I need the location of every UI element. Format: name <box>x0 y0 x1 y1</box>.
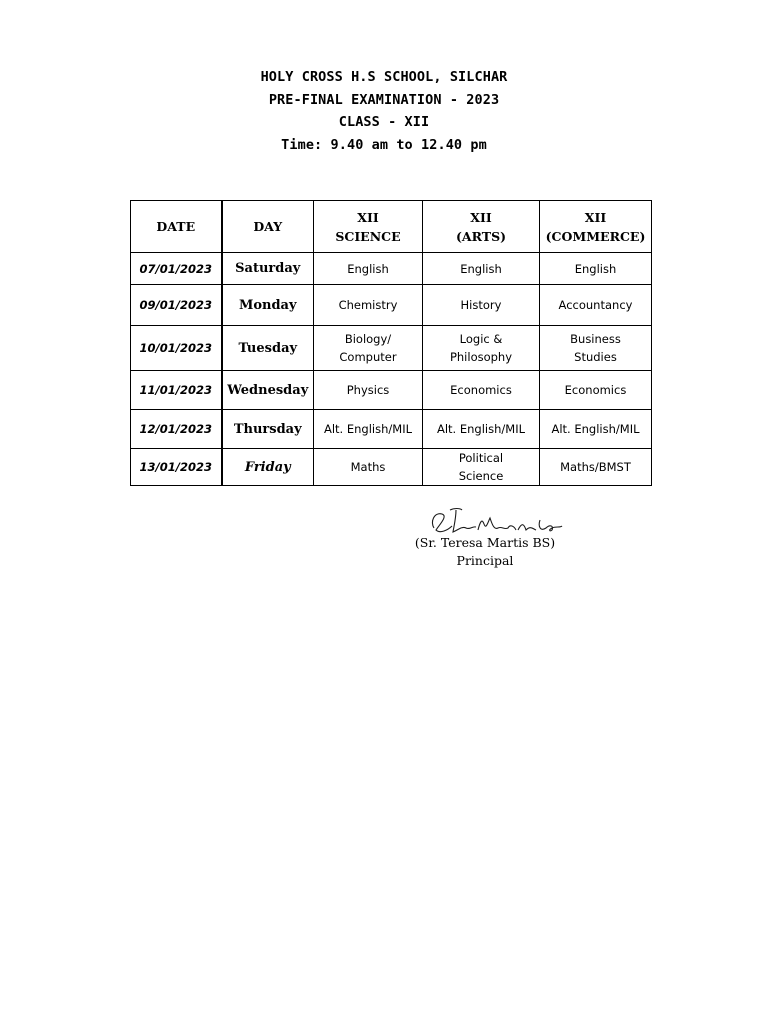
table-row <box>131 449 652 486</box>
science-subject-line1: Biology/ <box>344 332 392 346</box>
commerce-subject-text: English <box>574 261 617 276</box>
col-header-arts-line2: (ARTS) <box>455 228 507 244</box>
arts-subject-text: Economics <box>450 383 512 397</box>
arts-subject <box>423 410 540 449</box>
arts-subject <box>423 371 540 410</box>
science-subject <box>314 285 423 326</box>
commerce-subject <box>540 326 652 371</box>
signatory-role: Principal <box>456 553 514 568</box>
arts-subject-line1: Logic & <box>459 332 503 346</box>
arts-subject <box>423 285 540 326</box>
science-subject-text: Maths <box>350 460 386 474</box>
row-day: Wednesday <box>222 371 314 410</box>
table-row <box>131 371 652 410</box>
col-header-science <box>314 201 423 253</box>
row-date: 12/01/2023 <box>131 410 222 449</box>
commerce-subject <box>540 410 652 449</box>
science-subject <box>314 371 423 410</box>
row-day: Saturday <box>222 253 314 285</box>
commerce-subject-text: Economics <box>564 383 627 397</box>
col-header-arts-line1: XII <box>470 209 492 225</box>
arts-subject-text: History <box>460 298 502 312</box>
table-row <box>131 253 652 285</box>
commerce-subject-text: Alt. English/MIL <box>551 422 640 436</box>
row-date: 10/01/2023 <box>131 326 222 371</box>
commerce-subject-text: Accountancy <box>558 298 633 312</box>
table-row <box>131 410 652 449</box>
science-subject-line2: Computer <box>339 350 397 364</box>
row-date: 07/01/2023 <box>131 253 222 285</box>
col-header-science-line2: SCIENCE <box>335 228 401 244</box>
document-header <box>0 66 768 156</box>
science-subject <box>314 326 423 371</box>
commerce-subject-line1: Business <box>570 332 621 346</box>
arts-subject-line1: Political <box>458 451 504 465</box>
science-subject-text: Chemistry <box>338 298 398 312</box>
row-day: Thursday <box>222 410 314 449</box>
science-subject-text: Alt. English/MIL <box>323 422 412 436</box>
science-subject-text: English <box>347 261 389 276</box>
science-subject-text: Physics <box>346 383 390 397</box>
exam-time: Time: 9.40 am to 12.40 pm <box>281 136 487 153</box>
commerce-subject <box>540 449 652 486</box>
exam-schedule-table <box>130 200 652 486</box>
row-day: Tuesday <box>222 326 314 371</box>
col-header-arts <box>423 201 540 253</box>
arts-subject-line2: Philosophy <box>449 350 513 364</box>
table-header-row <box>131 201 652 253</box>
col-header-date: DATE <box>131 201 222 253</box>
exam-title: PRE-FINAL EXAMINATION - 2023 <box>268 91 500 108</box>
arts-subject-text: English <box>460 261 502 276</box>
science-subject <box>314 410 423 449</box>
commerce-subject <box>540 285 652 326</box>
science-subject <box>314 253 423 285</box>
row-date: 11/01/2023 <box>131 371 222 410</box>
col-header-commerce-line2: (COMMERCE) <box>545 228 646 244</box>
signature-block <box>410 504 560 570</box>
row-date: 09/01/2023 <box>131 285 222 326</box>
commerce-subject-line2: Studies <box>574 350 617 364</box>
arts-subject <box>423 253 540 285</box>
row-day: Friday <box>222 449 314 486</box>
row-date: 13/01/2023 <box>131 449 222 486</box>
col-header-day: DAY <box>222 201 314 253</box>
arts-subject <box>423 326 540 371</box>
signatory-name: (Sr. Teresa Martis BS) <box>414 535 556 550</box>
commerce-subject-text: Maths/BMST <box>560 460 631 474</box>
science-subject <box>314 449 423 486</box>
arts-subject-line2: Science <box>458 469 504 483</box>
col-header-commerce <box>540 201 652 253</box>
school-name: HOLY CROSS H.S SCHOOL, SILCHAR <box>260 69 508 85</box>
commerce-subject <box>540 371 652 410</box>
arts-subject <box>423 449 540 486</box>
arts-subject-text: Alt. English/MIL <box>436 422 525 436</box>
row-day: Monday <box>222 285 314 326</box>
commerce-subject <box>540 253 652 285</box>
table-row <box>131 326 652 371</box>
class-label: CLASS - XII <box>338 114 430 130</box>
col-header-commerce-line1: XII <box>584 209 607 225</box>
table-row <box>131 285 652 326</box>
col-header-science-line1: XII <box>357 209 379 225</box>
